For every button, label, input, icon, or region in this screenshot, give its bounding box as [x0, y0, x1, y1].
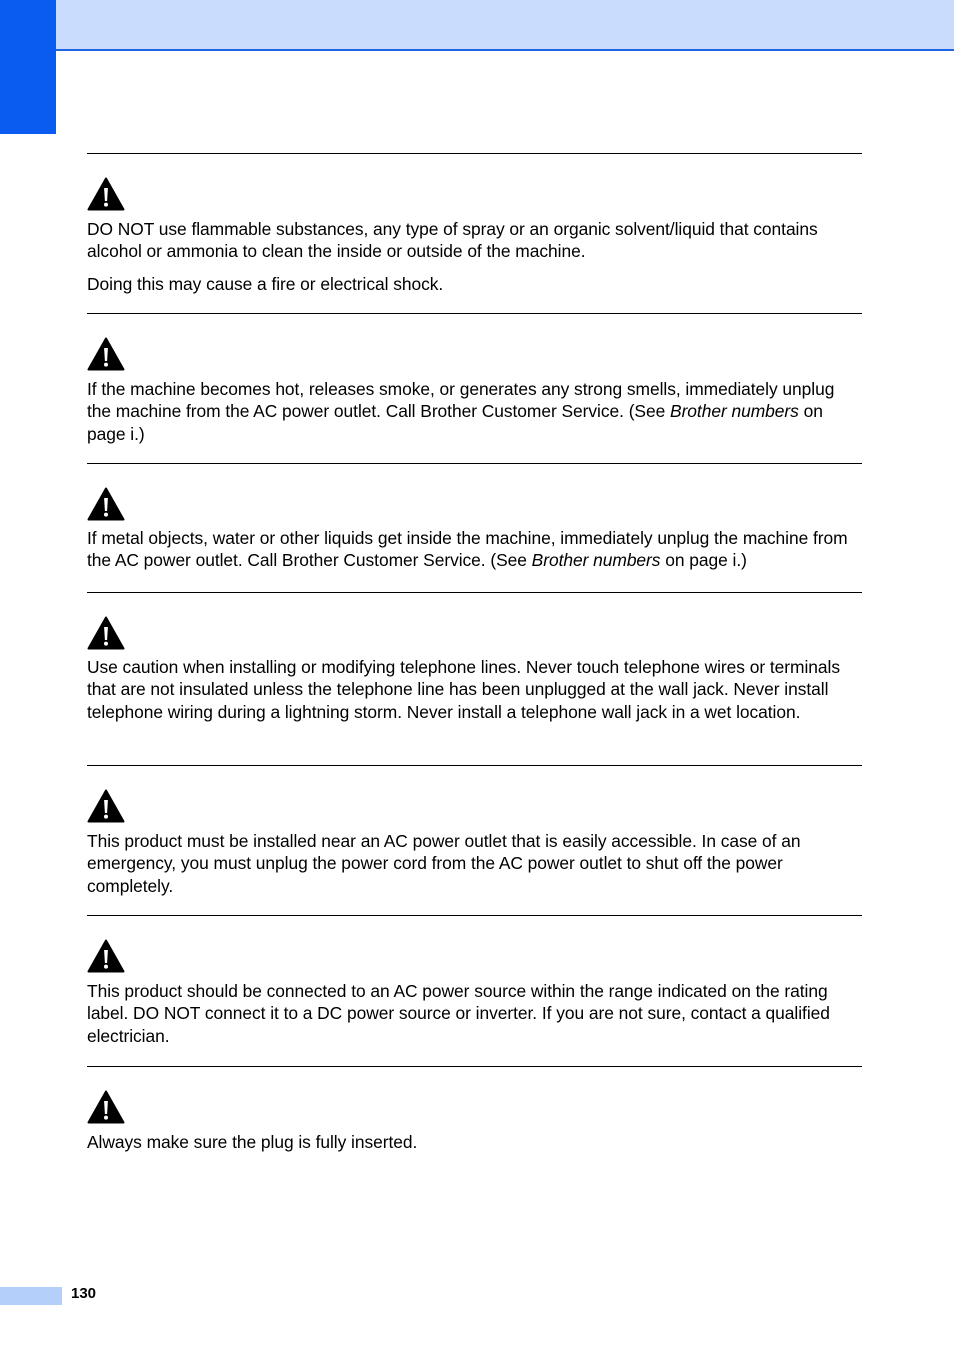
warning-block — [87, 592, 862, 765]
warning-paragraph: Doing this may cause a fire or electrical shock. — [87, 273, 444, 294]
warning-text — [87, 1131, 862, 1153]
warning-triangle-icon — [87, 1090, 125, 1124]
page-number-tab — [0, 1287, 62, 1305]
warning-paragraph: This product should be connected to an AC power source within the range indicated on the rating label. DO NOT connect it to a DC power source or inverter. If you are not sure, contact a qualified electrician. — [87, 981, 830, 1046]
warning-block — [87, 915, 862, 1066]
warning-triangle-icon — [87, 487, 125, 521]
warning-triangle-icon — [87, 616, 125, 650]
page-number: 130 — [71, 1285, 97, 1302]
warning-text — [87, 527, 862, 572]
chapter-tab — [0, 0, 56, 134]
warning-paragraph: Use caution when installing or modifying telephone lines. Never touch telephone wires or terminals that are not insulated unless the telephone line has been unplugged at the wall jack. Never install telephone wiring during a lightning storm. Never install a telephone wall jack in a wet location. — [87, 657, 840, 722]
warning-block — [87, 153, 862, 313]
warning-block — [87, 463, 862, 592]
warning-block — [87, 313, 862, 463]
warnings-list — [87, 153, 862, 1187]
warning-triangle-icon — [87, 789, 125, 823]
warning-text — [87, 378, 862, 445]
warning-text — [87, 830, 862, 897]
warning-block — [87, 1066, 862, 1187]
warning-text — [87, 218, 862, 295]
warning-triangle-icon — [87, 177, 125, 211]
warning-paragraph: DO NOT use flammable substances, any type of spray or an organic solvent/liquid that contains alcohol or ammonia to clean the inside or outside of the machine. — [87, 219, 818, 262]
warning-paragraph: If the machine becomes hot, releases smoke, or generates any strong smells, immediately unplug the machine from the AC power outlet. Call Brother Customer Service. (See Brother numbers on page i.) — [87, 379, 835, 444]
warning-paragraph: If metal objects, water or other liquids get inside the machine, immediately unplug the machine from the AC power outlet. Call Brother Customer Service. (See Brother numbers on page i.) — [87, 528, 848, 571]
warning-paragraph: This product must be installed near an AC power outlet that is easily accessible. In case of an emergency, you must unplug the power cord from the AC power outlet to shut off the power completely. — [87, 831, 801, 896]
warning-triangle-icon — [87, 939, 125, 973]
warning-text — [87, 656, 862, 723]
warning-paragraph: Always make sure the plug is fully inserted. — [87, 1132, 418, 1152]
warning-triangle-icon — [87, 337, 125, 371]
warning-text — [87, 980, 862, 1047]
header-bar — [0, 0, 954, 51]
warning-block — [87, 765, 862, 915]
